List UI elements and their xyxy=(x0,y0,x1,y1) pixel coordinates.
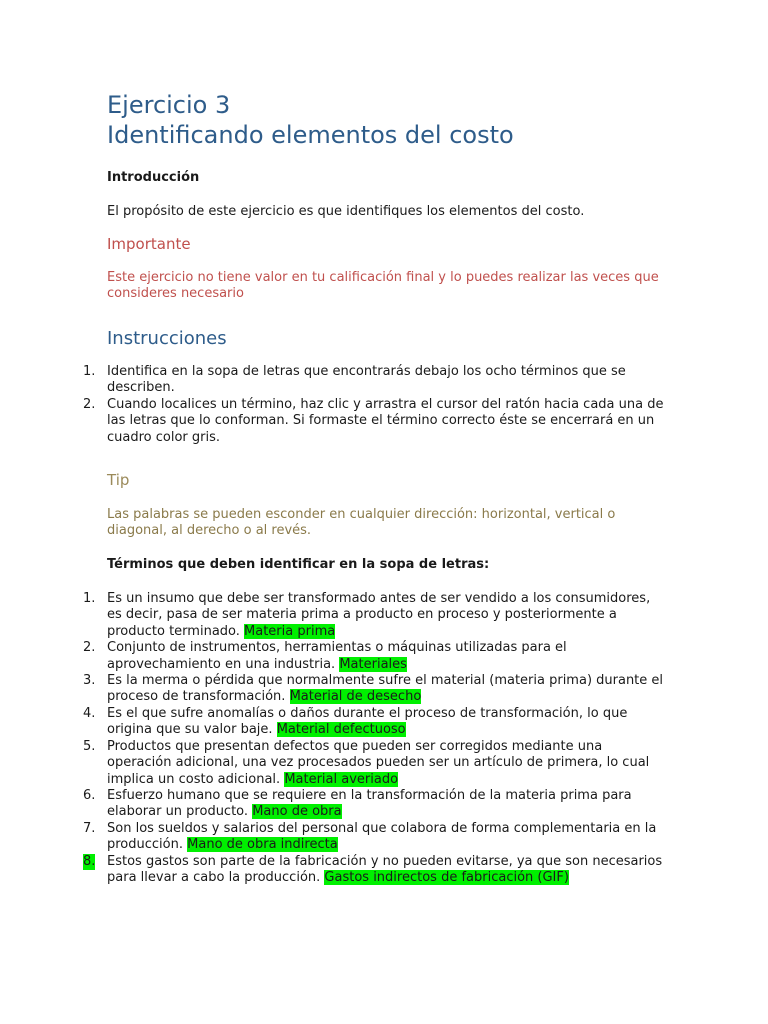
term-description: Es la merma o pérdida que normalmente sufre el material (materia prima) durante el proceso de transformación. xyxy=(107,673,664,705)
instruction-number: 2. xyxy=(83,396,96,412)
term-description: Es un insumo que debe ser transformado antes de ser vendido a los consumidores, es decir, pasa de ser materia prima a producto en proceso y posteriormente a producto terminado. xyxy=(107,591,651,639)
instruction-item xyxy=(62,397,667,446)
term-number: 4. xyxy=(83,705,96,721)
document-content xyxy=(83,90,667,886)
term-number: 6. xyxy=(83,787,96,803)
term-item xyxy=(62,673,667,706)
term-description: Productos que presentan defectos que pueden ser corregidos mediante una operación adicional, una vez procesados pueden ser un artículo de primera, lo cual implica un costo adicional. xyxy=(107,738,650,787)
term-description: Estos gastos son parte de la fabricación y no pueden evitarse, ya que son necesarios para llevar a cabo la producción. xyxy=(107,853,663,885)
term-answer: Materiales xyxy=(339,656,407,672)
title-line-2: Identificando elementos del costo xyxy=(107,121,514,149)
instructions-heading: Instrucciones xyxy=(107,328,227,349)
term-answer: Gastos indirectos de fabricación (GIF) xyxy=(324,869,569,885)
important-heading: Importante xyxy=(107,235,191,253)
instruction-text: Cuando localices un término, haz clic y arrastra el cursor del ratón hacia cada una de las letras que lo conforman. Si formaste el término correcto éste se encerrará en un cuadro color gris. xyxy=(107,396,664,445)
term-answer: Material de desecho xyxy=(289,689,422,705)
title-line-1: Ejercicio 3 xyxy=(107,91,231,119)
instruction-text: Identifica en la sopa de letras que encontrarás debajo los ocho términos que se describen. xyxy=(107,364,626,396)
term-description: Es el que sufre anomalías o daños durante el proceso de transformación, lo que origina que su valor baje. xyxy=(107,705,628,738)
intro-text: El propósito de este ejercicio es que identifiques los elementos del costo. xyxy=(107,204,585,219)
term-item xyxy=(62,591,667,640)
term-item xyxy=(62,788,667,821)
instruction-number: 1. xyxy=(83,364,96,379)
tip-heading: Tip xyxy=(107,471,130,490)
term-description: Esfuerzo humano que se requiere en la transformación de la materia prima para elaborar un producto. xyxy=(107,787,632,820)
intro-heading: Introducción xyxy=(107,170,200,185)
term-answer: Materia prima xyxy=(244,623,336,639)
term-answer: Material averiado xyxy=(284,771,399,787)
term-description: Son los sueldos y salarios del personal que colabora de forma complementaria en la producción. xyxy=(107,820,657,853)
term-item xyxy=(62,640,667,673)
term-item xyxy=(62,854,667,887)
term-number: 2. xyxy=(83,640,96,656)
terms-list xyxy=(62,591,667,886)
term-number: 8. xyxy=(83,853,96,869)
tip-text: Las palabras se pueden esconder en cualquier dirección: horizontal, vertical o diagonal, al derecho o al revés. xyxy=(107,507,616,539)
term-item xyxy=(62,706,667,739)
terms-heading: Términos que deben identificar en la sopa de letras: xyxy=(107,557,490,573)
term-number: 5. xyxy=(83,738,96,754)
term-item xyxy=(62,821,667,854)
term-answer: Material defectuoso xyxy=(276,722,406,738)
term-description: Conjunto de instrumentos, herramientas o máquinas utilizadas para el aprovechamiento en una industria. xyxy=(107,640,567,672)
instruction-item xyxy=(62,364,667,397)
term-number: 7. xyxy=(83,820,96,836)
term-answer: Mano de obra indirecta xyxy=(187,837,338,853)
term-item xyxy=(62,739,667,788)
important-text: Este ejercicio no tiene valor en tu calificación final y lo puedes realizar las veces que consideres necesario xyxy=(107,270,659,301)
term-answer: Mano de obra xyxy=(252,804,342,820)
instructions-list xyxy=(62,364,667,446)
term-number: 3. xyxy=(83,673,96,689)
page-title xyxy=(107,90,667,150)
term-number: 1. xyxy=(83,591,96,607)
